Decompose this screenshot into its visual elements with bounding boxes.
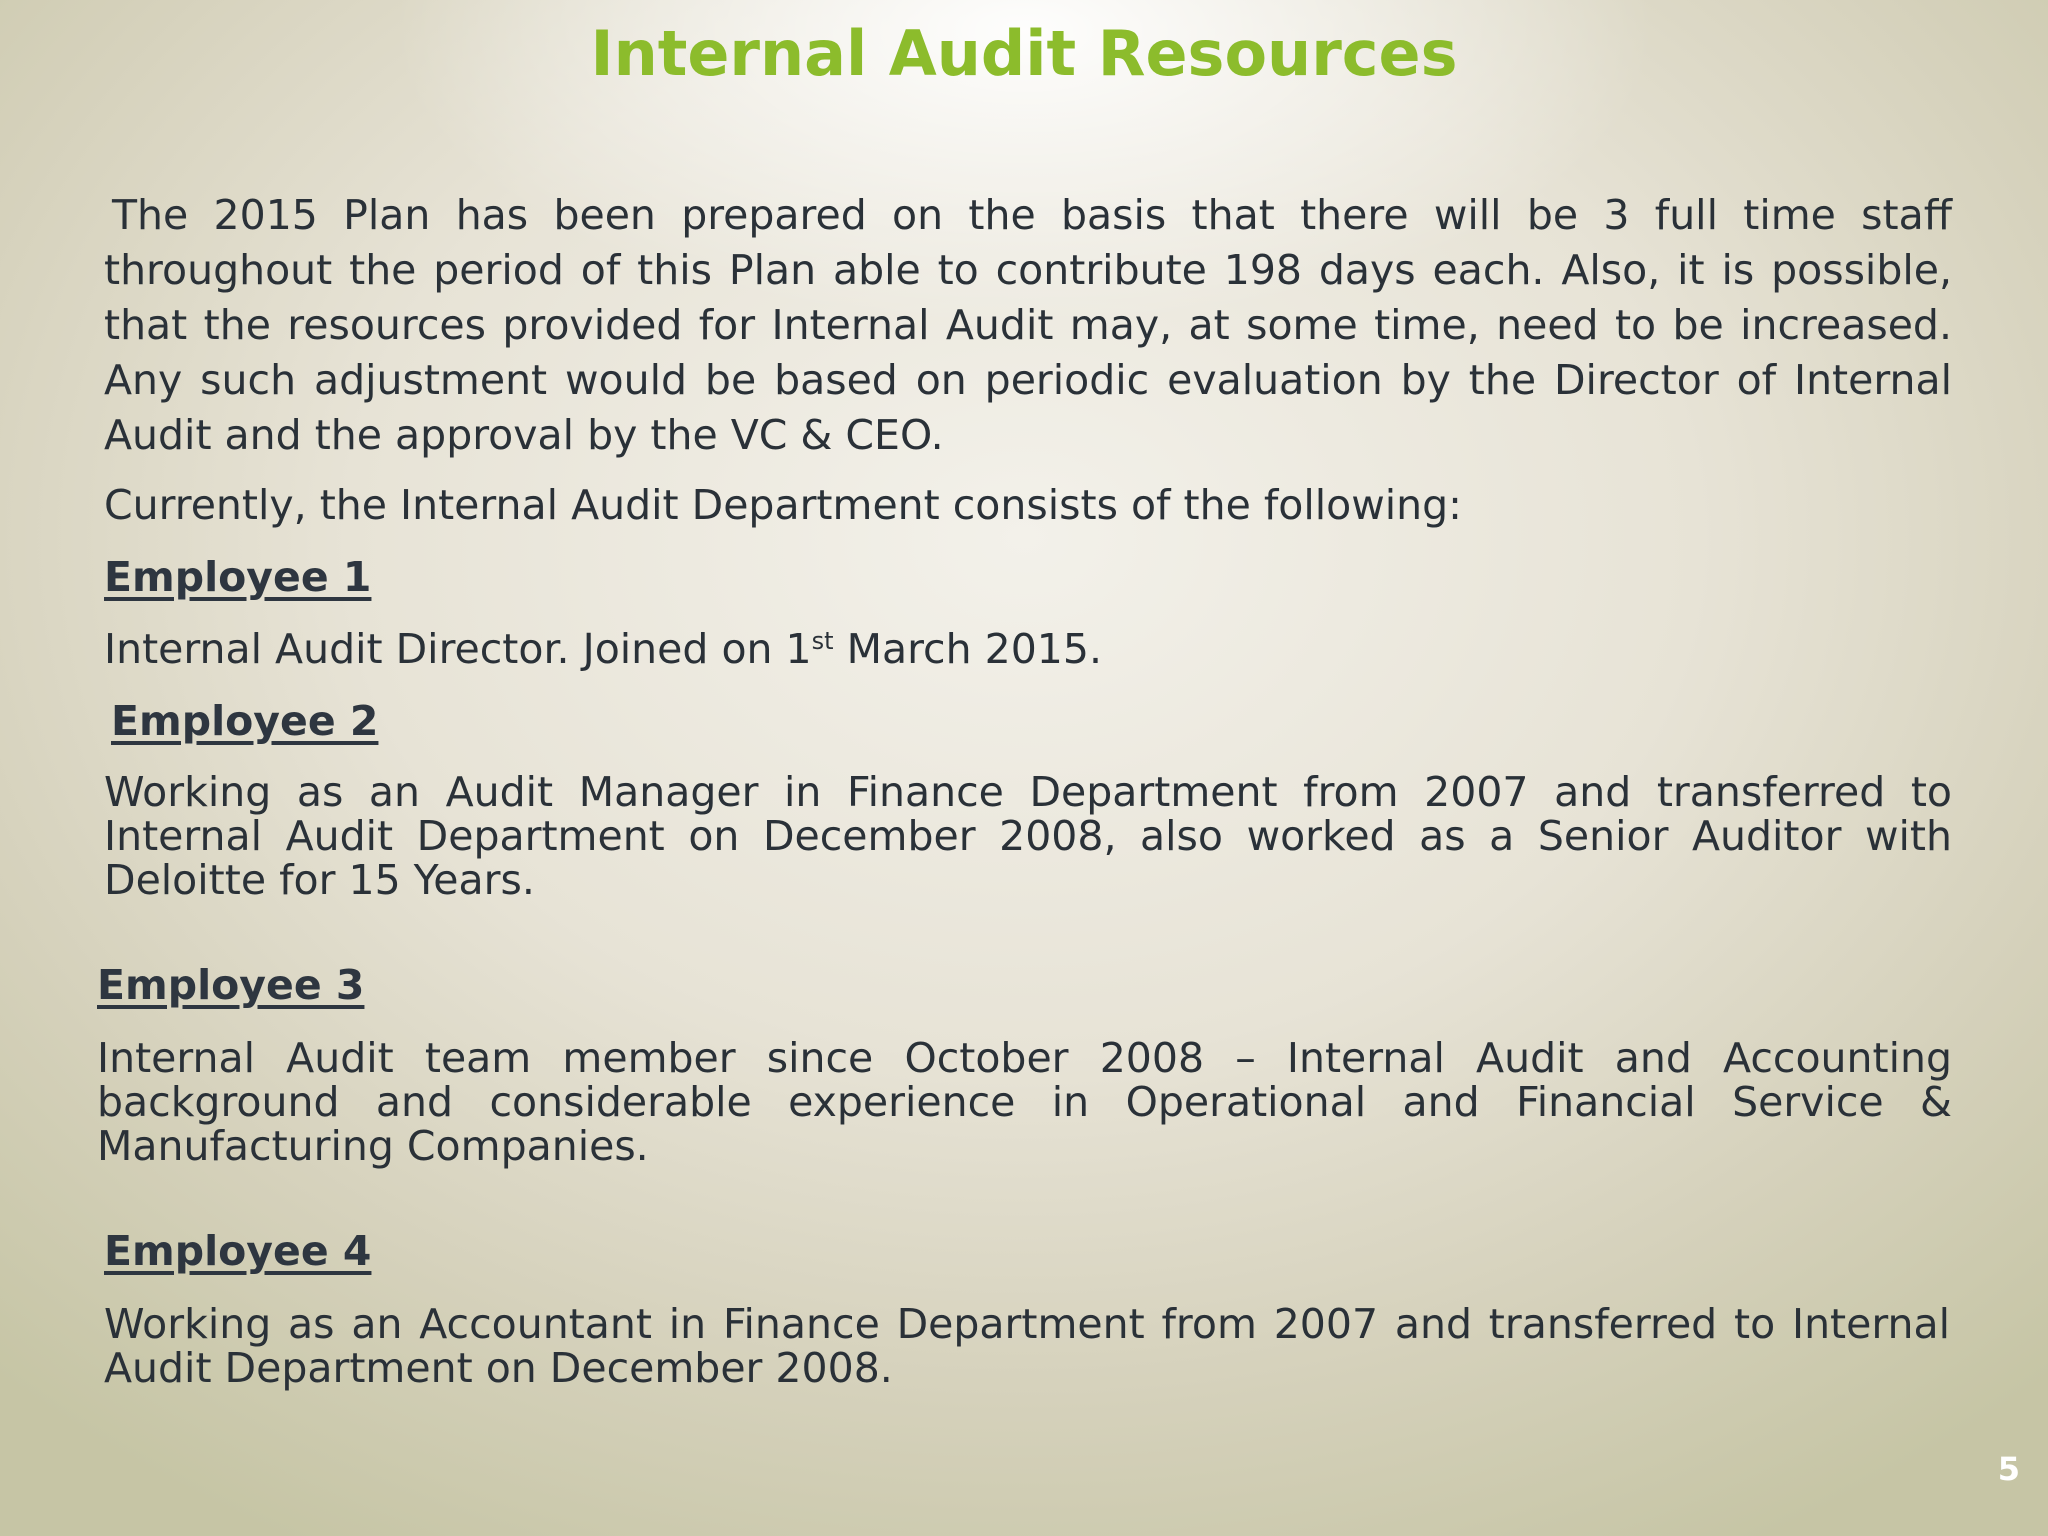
- employee-1-heading: Employee 1: [104, 553, 372, 601]
- employee-3-description: Internal Audit team member since October 2008 – Internal Audit and Accounting background and considerable experience in Operational and Financial Service & Manufacturing Companies.: [97, 1034, 1952, 1170]
- slide-title: Internal Audit Resources: [590, 17, 1458, 90]
- employee-1-text-end: March 2015.: [833, 625, 1102, 673]
- employee-1-description: [104, 622, 1952, 677]
- employee-4-description: Working as an Accountant in Finance Department from 2007 and transferred to Internal Audit Department on December 2008.: [104, 1300, 1950, 1392]
- employee-2-heading: Employee 2: [111, 697, 379, 745]
- employee-3-heading: Employee 3: [97, 961, 365, 1009]
- department-intro-text: Currently, the Internal Audit Department consists of the following:: [104, 481, 1462, 529]
- employee-2-description: Working as an Audit Manager in Finance Department from 2007 and transferred to Internal Audit Department on December 2008, also worked as a Senior Auditor with Deloitte for 15 Years.: [104, 768, 1952, 904]
- employee-1-ordinal-suffix: st: [811, 627, 834, 655]
- intro-paragraph: The 2015 Plan has been prepared on the basis that there will be 3 full time staff throughout the period of this Plan able to contribute 198 days each. Also, it is possible, that the resources provided for Internal Audit may, at some time, need to be increased. Any such adjustment would be based on periodic evaluation by the Director of Internal Audit and the approval by the VC & CEO.: [104, 191, 1952, 459]
- employee-4-heading: Employee 4: [104, 1227, 372, 1275]
- employee-1-text: Internal Audit Director. Joined on 1: [104, 625, 812, 673]
- page-number: 5: [1997, 1450, 2020, 1488]
